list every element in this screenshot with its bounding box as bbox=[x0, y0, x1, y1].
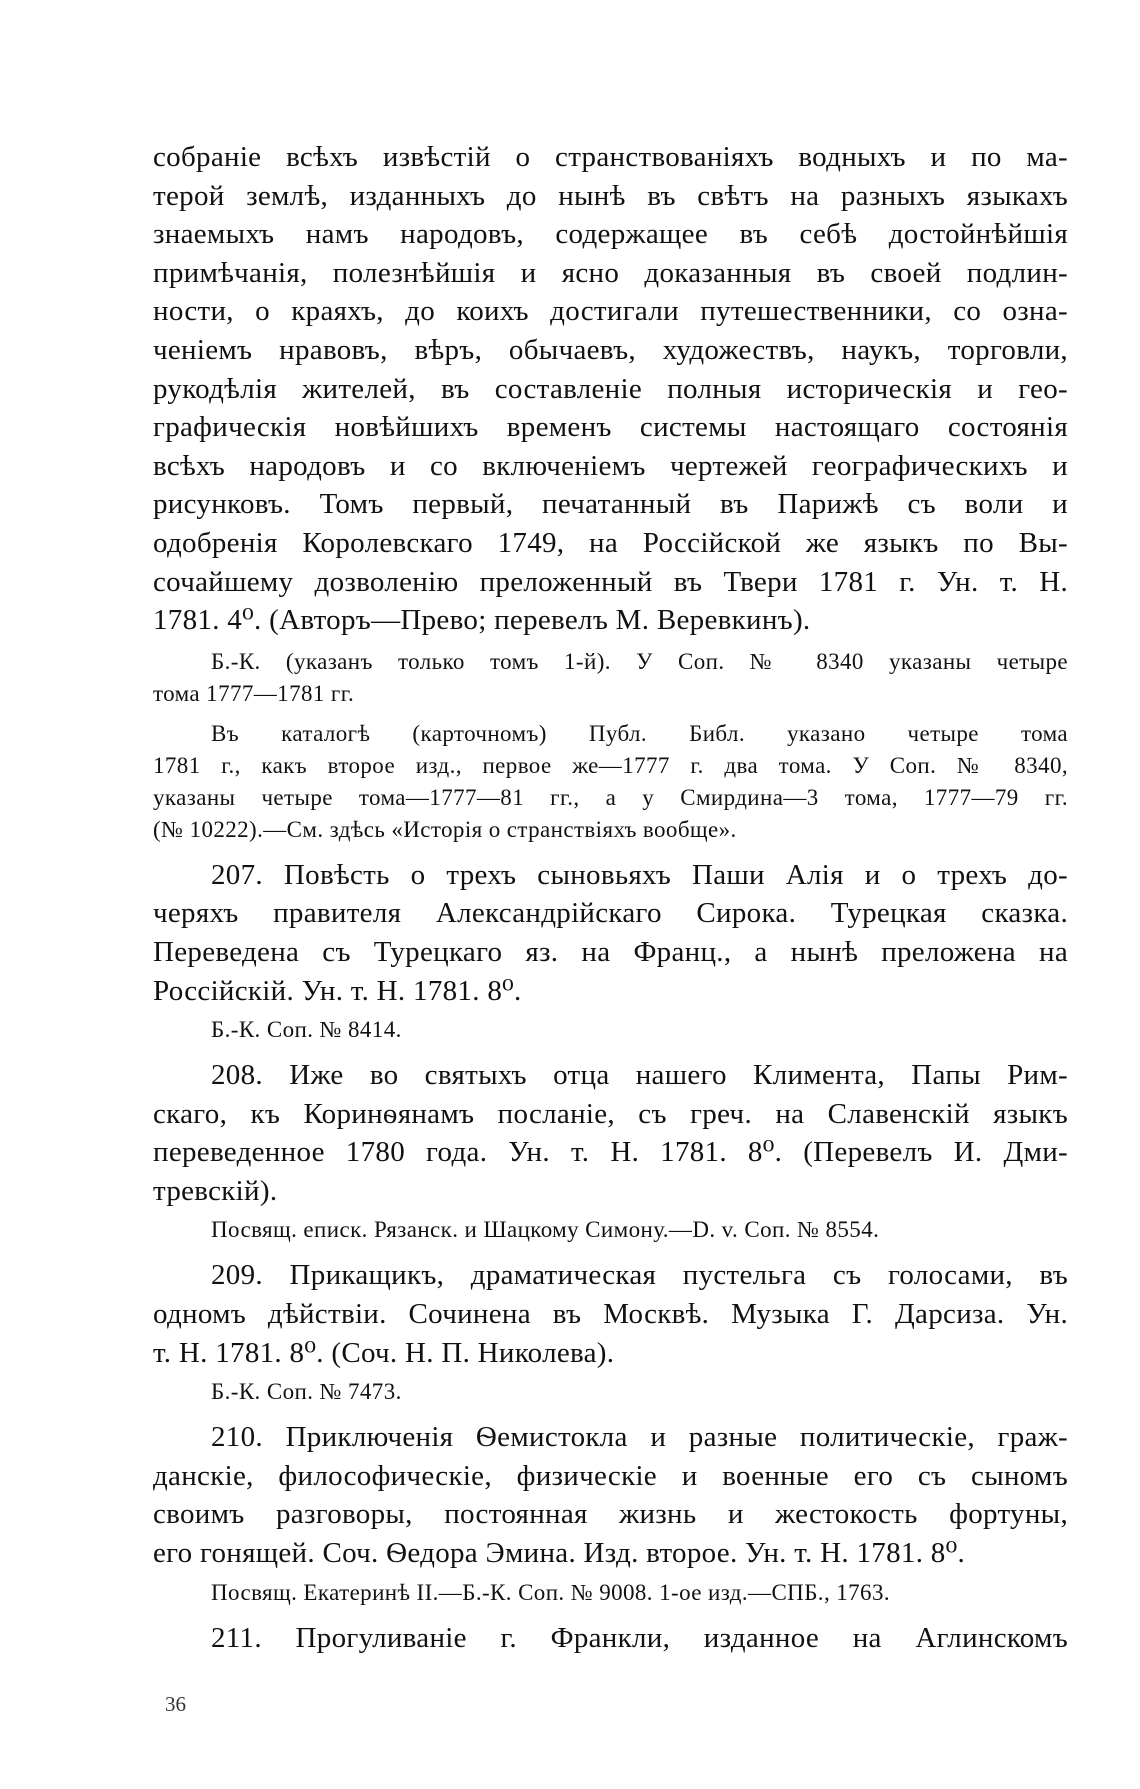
text-line: 207. Повѣсть о трехъ сыновьяхъ Паши Алія и о трехъ до- bbox=[211, 858, 1068, 891]
text-block bbox=[153, 138, 1068, 1657]
bibliographic-note bbox=[153, 718, 1068, 846]
text-line: графическія новѣйшихъ временъ системы настоящаго состоянія bbox=[153, 411, 1068, 444]
bibliographic-note bbox=[153, 1376, 1068, 1408]
text-line: одномъ дѣйствіи. Сочинена въ Москвѣ. Музыка Г. Дарсиза. Ун. bbox=[153, 1298, 1068, 1331]
text-line: переведенное 1780 года. Ун. т. Н. 1781. 8⁰. (Перевелъ И. Дми- bbox=[153, 1136, 1068, 1169]
text-line: Переведена съ Турецкаго яз. на Франц., а нынѣ преложена на bbox=[153, 935, 1068, 968]
text-line: т. Н. 1781. 8⁰. (Соч. Н. П. Николева). bbox=[153, 1336, 615, 1369]
text-line: черяхъ правителя Александрійскаго Сирока. Турецкая сказка. bbox=[153, 897, 1068, 930]
bibliographic-note bbox=[153, 646, 1068, 710]
text-line: одобренія Королевскаго 1749, на Россійской же языкъ по Вы- bbox=[153, 526, 1068, 559]
text-line: данскіе, философическіе, физическіе и военные его съ сыномъ bbox=[153, 1459, 1068, 1492]
text-line: 208. Иже во святыхъ отца нашего Климента, Папы Рим- bbox=[211, 1059, 1068, 1092]
note-line: Посвящ. еписк. Рязанск. и Шацкому Симону.—D. v. Соп. № 8554. bbox=[211, 1217, 880, 1243]
text-line: всѣхъ народовъ и со включеніемъ чертежей географическихъ и bbox=[153, 449, 1068, 482]
note-line: Б.-К. Соп. № 8414. bbox=[211, 1017, 402, 1043]
text-line: 209. Прикащикъ, драматическая пустельга съ голосами, въ bbox=[211, 1259, 1068, 1292]
text-line: ности, о краяхъ, до коихъ достигали путешественники, со озна- bbox=[153, 295, 1068, 328]
text-line: собраніе всѣхъ извѣстій о странствованіяхъ водныхъ и по ма- bbox=[153, 141, 1068, 173]
catalog-entry-211 bbox=[153, 1619, 1068, 1658]
text-line: скаго, къ Коринѳянамъ посланіе, съ греч. на Славенскій языкъ bbox=[153, 1097, 1068, 1130]
catalog-entry-210 bbox=[153, 1418, 1068, 1572]
intro-paragraph bbox=[153, 138, 1068, 640]
note-line: указаны четыре тома—1777—81 гг., а у Смирдина—3 тома, 1777—79 гг. bbox=[153, 784, 1068, 810]
text-line: сочайшему дозволенію преложенный въ Твери 1781 г. Ун. т. Н. bbox=[153, 565, 1068, 598]
bibliographic-note bbox=[153, 1214, 1068, 1246]
catalog-entry-208 bbox=[153, 1056, 1068, 1210]
text-line: примѣчанія, полезнѣйшія и ясно доказанныя въ своей подлин- bbox=[153, 256, 1068, 289]
bibliographic-note bbox=[153, 1014, 1068, 1046]
bibliographic-note bbox=[153, 1577, 1068, 1609]
catalog-entry-207 bbox=[153, 856, 1068, 1010]
text-line: знаемыхъ намъ народовъ, содержащее въ себѣ достойнѣйшія bbox=[153, 218, 1068, 251]
note-line: Б.-К. Соп. № 7473. bbox=[211, 1379, 402, 1405]
catalog-entry-209 bbox=[153, 1256, 1068, 1372]
text-line: 1781. 4⁰. (Авторъ—Прево; перевелъ М. Веревкинъ). bbox=[153, 604, 811, 637]
text-line: терой землѣ, изданныхъ до нынѣ въ свѣтъ на разныхъ языкахъ bbox=[153, 179, 1068, 212]
note-line: 1781 г., какъ второе изд., первое же—1777 г. два тома. У Соп. № 8340, bbox=[153, 752, 1068, 778]
text-line: рисунковъ. Томъ первый, печатанный въ Парижѣ съ воли и bbox=[153, 488, 1068, 521]
text-line: его гонящей. Соч. Ѳедора Эмина. Изд. второе. Ун. т. Н. 1781. 8⁰. bbox=[153, 1537, 966, 1570]
note-line: тома 1777—1781 гг. bbox=[153, 680, 355, 706]
note-line: Посвящ. Екатеринѣ II.—Б.-К. Соп. № 9008. 1-ое изд.—СПБ., 1763. bbox=[211, 1579, 890, 1605]
note-line: (№ 10222).—См. здѣсь «Исторія о странствіяхъ вообще». bbox=[153, 816, 737, 842]
text-line: тревскій). bbox=[153, 1174, 278, 1207]
text-line: 210. Приключенія Ѳемистокла и разные политическіе, граж- bbox=[211, 1421, 1068, 1454]
page-number: 36 bbox=[165, 1692, 186, 1716]
text-line: ченіемъ нравовъ, вѣръ, обычаевъ, художествъ, наукъ, торговли, bbox=[153, 333, 1068, 366]
text-line: 211. Прогуливаніе г. Франкли, изданное на Аглинскомъ bbox=[211, 1621, 1068, 1654]
text-line: Россійскій. Ун. т. Н. 1781. 8⁰. bbox=[153, 974, 522, 1007]
note-line: Въ каталогѣ (карточномъ) Публ. Библ. указано четыре тома bbox=[211, 720, 1068, 746]
text-line: своимъ разговоры, постоянная жизнь и жестокость фортуны, bbox=[153, 1498, 1068, 1531]
note-line: Б.-К. (указанъ только томъ 1-й). У Соп. № 8340 указаны четыре bbox=[211, 648, 1068, 674]
text-line: рукодѣлія жителей, въ составленіе полныя историческія и гео- bbox=[153, 372, 1068, 405]
